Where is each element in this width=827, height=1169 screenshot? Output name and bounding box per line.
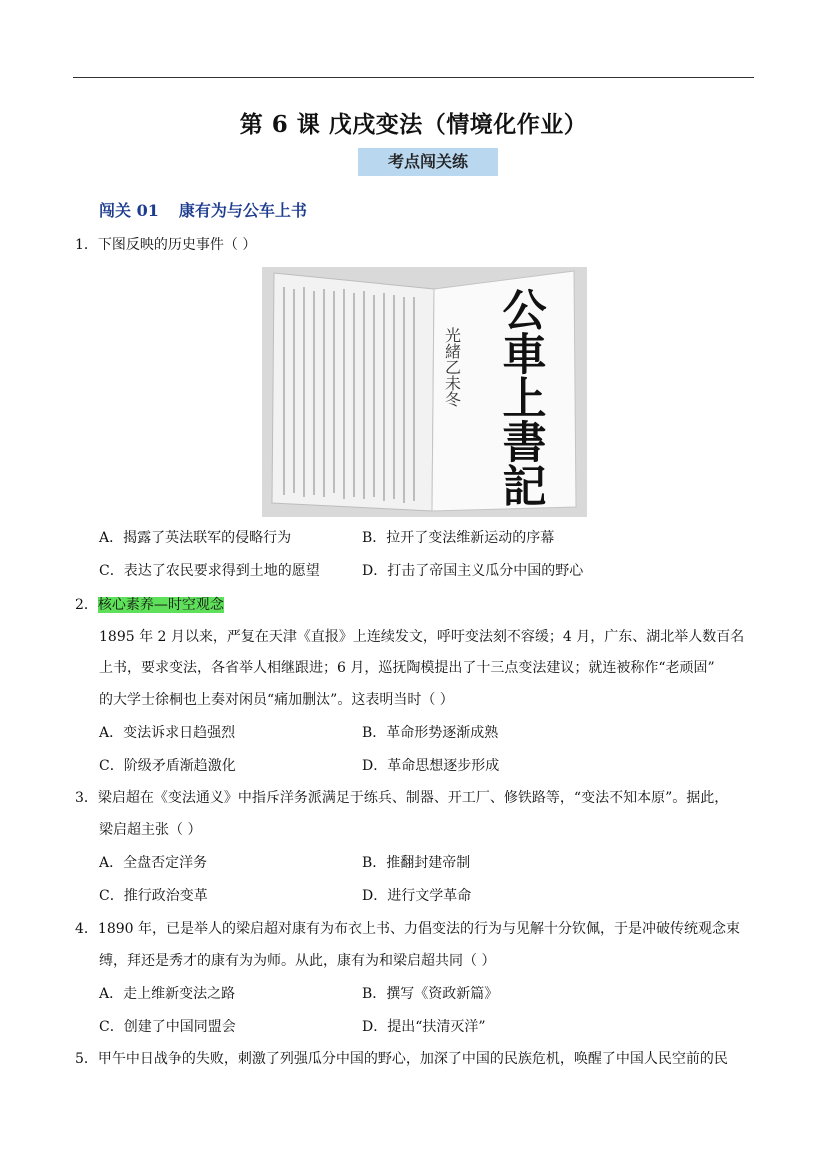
section-heading [99, 198, 307, 221]
question-number: 2． [75, 597, 98, 613]
question-number: 4． [75, 921, 98, 937]
badge-label: 考点闯关练 [358, 148, 498, 176]
section-number: 闯关 01 [99, 201, 159, 220]
question-4 [75, 918, 740, 940]
q2-option-c[interactable]: C．阶级矛盾渐趋激化 [99, 758, 236, 774]
q4-option-b[interactable]: B．撰写《资政新篇》 [362, 986, 499, 1002]
section-label: 康有为与公车上书 [178, 201, 307, 220]
q2-option-b[interactable]: B．革命形势逐渐成熟 [362, 725, 499, 741]
q1-option-a[interactable]: A．揭露了英法联军的侵略行为 [99, 530, 292, 546]
q2-line-1: 1895 年 2 月以来，严复在天津《直报》上连续发文，呼吁变法刻不容缓；4 月，广东、湖北举人数百名 [99, 629, 745, 645]
q2-option-d[interactable]: D．革命思想逐步形成 [362, 758, 500, 774]
q3-line-1: 梁启超在《变法通义》中指斥洋务派满足于练兵、制器、开工厂、修铁路等，“变法不知本原”。据此， [97, 790, 729, 806]
question-number: 5． [75, 1051, 98, 1067]
gongche-document-image [262, 267, 587, 517]
q2-option-a[interactable]: A．变法诉求日趋强烈 [99, 725, 236, 741]
figure-subtitle: 光緒乙未冬 [442, 327, 462, 407]
header-rule [73, 77, 754, 78]
q4-option-a[interactable]: A．走上维新变法之路 [99, 986, 236, 1002]
question-5 [75, 1048, 728, 1070]
q4-option-c[interactable]: C．创建了中国同盟会 [99, 1019, 236, 1035]
q1-option-c[interactable]: C．表达了农民要求得到土地的愿望 [99, 563, 320, 579]
q2-line-3: 的大学士徐桐也上奏对闲员“痛加删汰”。这表明当时（ ） [99, 692, 454, 708]
q3-option-a[interactable]: A．全盘否定洋务 [99, 855, 208, 871]
question-number: 3． [75, 790, 98, 806]
q1-option-d[interactable]: D．打击了帝国主义瓜分中国的野心 [362, 563, 584, 579]
q3-line-2: 梁启超主张（ ） [99, 822, 202, 838]
question-text: 下图反映的历史事件（ ） [97, 237, 257, 253]
question-1 [75, 234, 256, 256]
q4-option-d[interactable]: D．提出“扶清灭洋” [362, 1019, 486, 1035]
q4-line-2: 缚，拜还是秀才的康有为为师。从此，康有为和梁启超共同（ ） [99, 953, 496, 969]
core-literacy-tag: 核心素养—时空观念 [97, 597, 224, 613]
q3-option-b[interactable]: B．推翻封建帝制 [362, 855, 471, 871]
q3-option-d[interactable]: D．进行文学革命 [362, 888, 472, 904]
question-number: 1． [75, 237, 98, 253]
q2-line-2: 上书，要求变法，各省举人相继跟进；6 月，巡抚陶模提出了十三点变法建议；就连被称作“老顽固” [99, 660, 715, 676]
page-title: 第 6 课 戊戌变法（情境化作业） [239, 111, 588, 138]
q1-option-b[interactable]: B．拉开了变法维新运动的序幕 [362, 530, 555, 546]
question-2 [75, 594, 224, 616]
q3-option-c[interactable]: C．推行政治变革 [99, 888, 208, 904]
q4-line-1: 1890 年，已是举人的梁启超对康有为布衣上书、力倡变法的行为与见解十分钦佩，于是冲破传统观念束 [97, 921, 740, 937]
q5-line-1: 甲午中日战争的失败，刺激了列强瓜分中国的野心，加深了中国的民族危机，唤醒了中国人民空前的民 [97, 1051, 728, 1067]
figure-title: 公車上書記 [494, 287, 546, 507]
question-3 [75, 787, 728, 809]
